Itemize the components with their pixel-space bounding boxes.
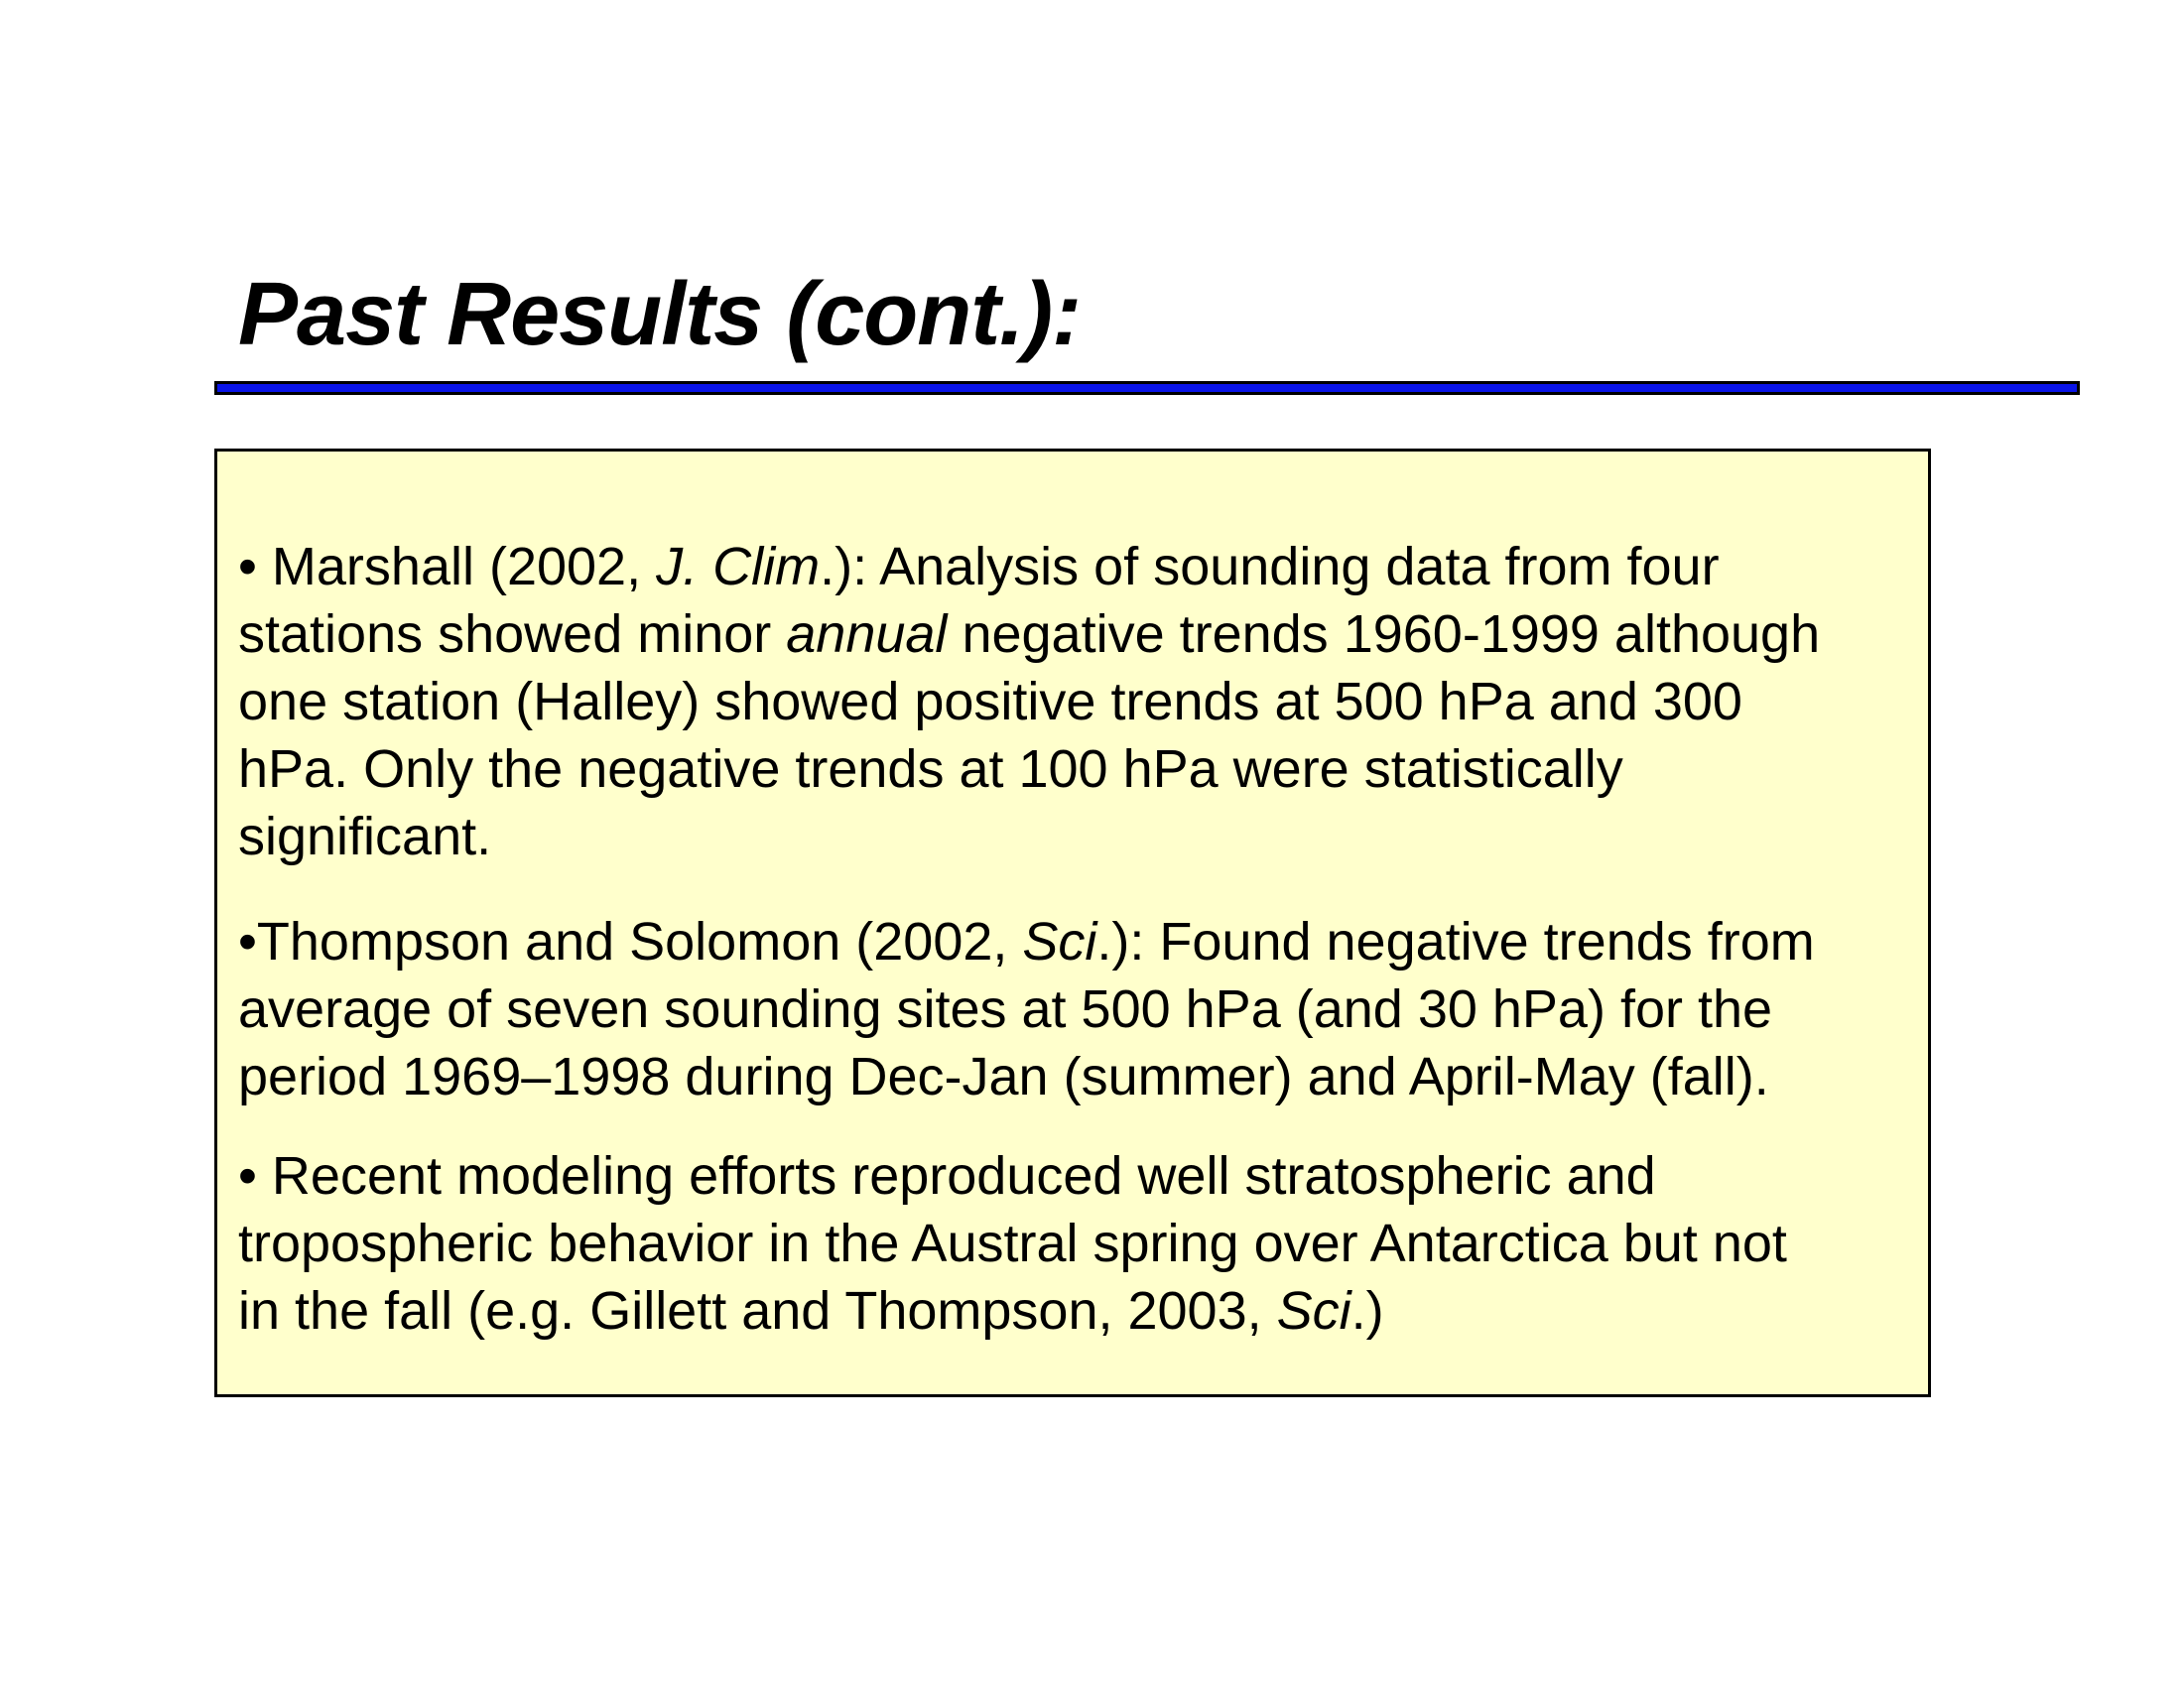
bullet-line: • Recent modeling efforts reproduced well stratospheric and: [238, 1146, 1656, 1206]
bullet-line: significant.: [238, 807, 492, 866]
bullet-line: in the fall (e.g. Gillett and Thompson, 2003, Sci.): [238, 1281, 1384, 1341]
bullet-line: average of seven sounding sites at 500 hPa (and 30 hPa) for the: [238, 979, 1773, 1039]
content-box: [214, 449, 1931, 1397]
bullet-line: one station (Halley) showed positive trends at 500 hPa and 300: [238, 672, 1742, 731]
slide-title: Past Results (cont.):: [238, 265, 1082, 364]
bullet-line: period 1969–1998 during Dec-Jan (summer) and April-May (fall).: [238, 1047, 1769, 1106]
bullet-line: stations showed minor annual negative trends 1960-1999 although: [238, 604, 1821, 664]
title-underline-rule: [214, 381, 2080, 395]
bullet-line: tropospheric behavior in the Austral spring over Antarctica but not: [238, 1214, 1787, 1273]
bullet-line: • Marshall (2002, J. Clim.): Analysis of sounding data from four: [238, 537, 1720, 596]
bullet-marshall: [238, 533, 1905, 870]
bullet-line: hPa. Only the negative trends at 100 hPa were statistically: [238, 739, 1623, 799]
bullet-modeling-efforts: [238, 1142, 1905, 1345]
bullet-thompson-solomon: [238, 908, 1905, 1110]
bullet-line: •Thompson and Solomon (2002, Sci.): Found negative trends from: [238, 912, 1815, 972]
